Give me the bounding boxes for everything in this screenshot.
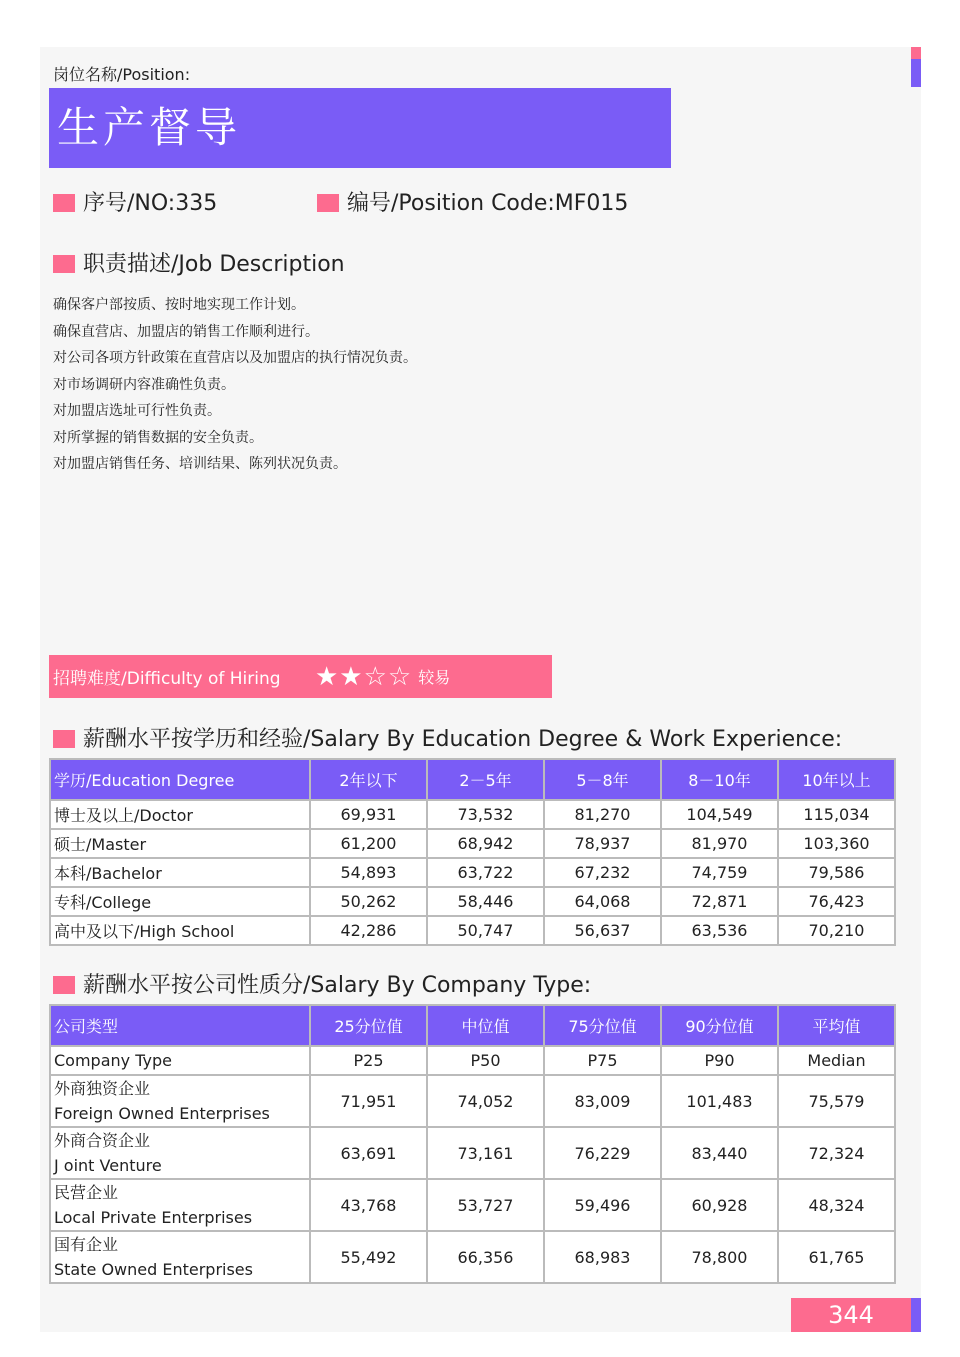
subheader-cell: Company Type xyxy=(50,1046,310,1075)
hiring-difficulty-label: 招聘难度/Difficulty of Hiring xyxy=(53,669,281,689)
table-row xyxy=(50,887,895,916)
salary-cell: 104,549 xyxy=(661,800,778,829)
bullet-square-icon xyxy=(53,730,75,748)
duty-item: 对加盟店选址可行性负责。 xyxy=(53,403,221,419)
salary-cell: 72,871 xyxy=(661,887,778,916)
salary-cell: 103,360 xyxy=(778,829,895,858)
subheader-cell: P25 xyxy=(310,1046,427,1075)
serial-number xyxy=(53,186,217,217)
bullet-square-icon xyxy=(53,194,75,212)
salary-cell: 48,324 xyxy=(778,1179,895,1231)
salary-cell: 50,262 xyxy=(310,887,427,916)
salary-cell: 75,579 xyxy=(778,1075,895,1127)
salary-cell: 43,768 xyxy=(310,1179,427,1231)
table-row xyxy=(50,1127,895,1179)
company-salary-heading-text: 薪酬水平按公司性质分/Salary By Company Type: xyxy=(83,973,592,998)
company-type-cell xyxy=(50,1127,310,1179)
table-row xyxy=(50,1179,895,1231)
salary-cell: 54,893 xyxy=(310,858,427,887)
row-label: 硕士/Master xyxy=(50,829,310,858)
subheader-cell: P90 xyxy=(661,1046,778,1075)
position-title: 生产督导 xyxy=(49,88,671,168)
table-row xyxy=(50,916,895,945)
column-header: 8－10年 xyxy=(661,759,778,800)
column-header: 25分位值 xyxy=(310,1005,427,1046)
table-row xyxy=(50,858,895,887)
salary-cell: 73,161 xyxy=(427,1127,544,1179)
company-type-cn: 外商独资企业 xyxy=(54,1079,151,1098)
company-type-cn: 国有企业 xyxy=(54,1235,119,1254)
salary-cell: 68,942 xyxy=(427,829,544,858)
table-subheader-row xyxy=(50,1046,895,1075)
salary-cell: 64,068 xyxy=(544,887,661,916)
company-type-cn: 民营企业 xyxy=(54,1183,119,1202)
row-label: 博士及以上/Doctor xyxy=(50,800,310,829)
star-rating-icon: ★★☆☆ xyxy=(315,661,413,692)
duty-item: 确保直营店、加盟店的销售工作顺利进行。 xyxy=(53,323,319,340)
salary-cell: 72,324 xyxy=(778,1127,895,1179)
salary-cell: 76,423 xyxy=(778,887,895,916)
company-type-cell xyxy=(50,1231,310,1283)
salary-cell: 63,536 xyxy=(661,916,778,945)
salary-cell: 76,229 xyxy=(544,1127,661,1179)
salary-cell: 81,270 xyxy=(544,800,661,829)
salary-cell: 61,765 xyxy=(778,1231,895,1283)
column-header: 平均值 xyxy=(778,1005,895,1046)
duty-item: 对所掌握的销售数据的安全负责。 xyxy=(53,429,263,446)
salary-cell: 53,727 xyxy=(427,1179,544,1231)
column-header: 公司类型 xyxy=(50,1005,310,1046)
subheader-cell: Median xyxy=(778,1046,895,1075)
table-row xyxy=(50,1231,895,1283)
column-header: 75分位值 xyxy=(544,1005,661,1046)
salary-cell: 79,586 xyxy=(778,858,895,887)
column-header: 2－5年 xyxy=(427,759,544,800)
bullet-square-icon xyxy=(53,255,75,273)
company-type-en: Local Private Enterprises xyxy=(54,1208,253,1227)
salary-cell: 74,759 xyxy=(661,858,778,887)
row-label: 专科/College xyxy=(50,887,310,916)
salary-cell: 83,440 xyxy=(661,1127,778,1179)
salary-cell: 61,200 xyxy=(310,829,427,858)
salary-cell: 59,496 xyxy=(544,1179,661,1231)
duty-item: 对市场调研内容准确性负责。 xyxy=(53,376,235,393)
company-salary-heading xyxy=(53,968,591,999)
company-type-en: State Owned Enterprises xyxy=(54,1260,253,1279)
corner-accent-bar xyxy=(911,47,921,87)
duty-item: 对公司各项方针政策在直营店以及加盟店的执行情况负责。 xyxy=(53,350,417,366)
salary-cell: 70,210 xyxy=(778,916,895,945)
table-row xyxy=(50,829,895,858)
salary-cell: 78,937 xyxy=(544,829,661,858)
table-row xyxy=(50,800,895,829)
salary-cell: 74,052 xyxy=(427,1075,544,1127)
salary-cell: 115,034 xyxy=(778,800,895,829)
company-type-cell xyxy=(50,1179,310,1231)
column-header: 2年以下 xyxy=(310,759,427,800)
company-type-en: Foreign Owned Enterprises xyxy=(54,1104,270,1123)
row-label: 高中及以下/High School xyxy=(50,916,310,945)
education-salary-table xyxy=(49,758,896,946)
bullet-square-icon xyxy=(53,976,75,994)
hiring-difficulty-bar xyxy=(49,655,552,698)
row-label: 本科/Bachelor xyxy=(50,858,310,887)
salary-cell: 83,009 xyxy=(544,1075,661,1127)
column-header: 中位值 xyxy=(427,1005,544,1046)
subheader-cell: P75 xyxy=(544,1046,661,1075)
salary-cell: 55,492 xyxy=(310,1231,427,1283)
job-description-heading xyxy=(53,247,345,278)
duty-item: 对加盟店销售任务、培训结果、陈列状况负责。 xyxy=(53,456,347,472)
duties-list xyxy=(53,292,417,478)
salary-cell: 58,446 xyxy=(427,887,544,916)
position-code xyxy=(317,186,628,217)
company-type-en: J oint Venture xyxy=(54,1156,162,1175)
salary-cell: 73,532 xyxy=(427,800,544,829)
salary-cell: 56,637 xyxy=(544,916,661,945)
position-code-text: 编号/Position Code:MF015 xyxy=(347,191,629,216)
salary-cell: 60,928 xyxy=(661,1179,778,1231)
salary-cell: 50,747 xyxy=(427,916,544,945)
page-number: 344 xyxy=(791,1298,911,1332)
table-row xyxy=(50,1075,895,1127)
salary-cell: 66,356 xyxy=(427,1231,544,1283)
company-type-cell xyxy=(50,1075,310,1127)
salary-cell: 69,931 xyxy=(310,800,427,829)
salary-cell: 42,286 xyxy=(310,916,427,945)
salary-cell: 71,951 xyxy=(310,1075,427,1127)
column-header: 学历/Education Degree xyxy=(50,759,310,800)
column-header: 5－8年 xyxy=(544,759,661,800)
table-header-row xyxy=(50,759,895,800)
education-salary-heading xyxy=(53,722,842,753)
salary-cell: 81,970 xyxy=(661,829,778,858)
salary-cell: 67,232 xyxy=(544,858,661,887)
column-header: 90分位值 xyxy=(661,1005,778,1046)
salary-cell: 78,800 xyxy=(661,1231,778,1283)
table-header-row xyxy=(50,1005,895,1046)
hiring-difficulty-level: 较易 xyxy=(418,668,451,687)
education-salary-heading-text: 薪酬水平按学历和经验/Salary By Education Degree & Work Experience: xyxy=(83,727,843,752)
salary-cell: 63,691 xyxy=(310,1127,427,1179)
company-type-cn: 外商合资企业 xyxy=(54,1131,151,1150)
subheader-cell: P50 xyxy=(427,1046,544,1075)
position-label: 岗位名称/Position: xyxy=(53,65,191,84)
salary-cell: 68,983 xyxy=(544,1231,661,1283)
serial-text: 序号/NO:335 xyxy=(83,191,218,216)
job-description-heading-text: 职责描述/Job Description xyxy=(83,252,345,277)
company-salary-table xyxy=(49,1004,896,1284)
column-header: 10年以上 xyxy=(778,759,895,800)
salary-cell: 63,722 xyxy=(427,858,544,887)
salary-cell: 101,483 xyxy=(661,1075,778,1127)
duty-item: 确保客户部按质、按时地实现工作计划。 xyxy=(53,297,305,313)
bullet-square-icon xyxy=(317,194,339,212)
page-number-accent-bar xyxy=(911,1298,921,1332)
